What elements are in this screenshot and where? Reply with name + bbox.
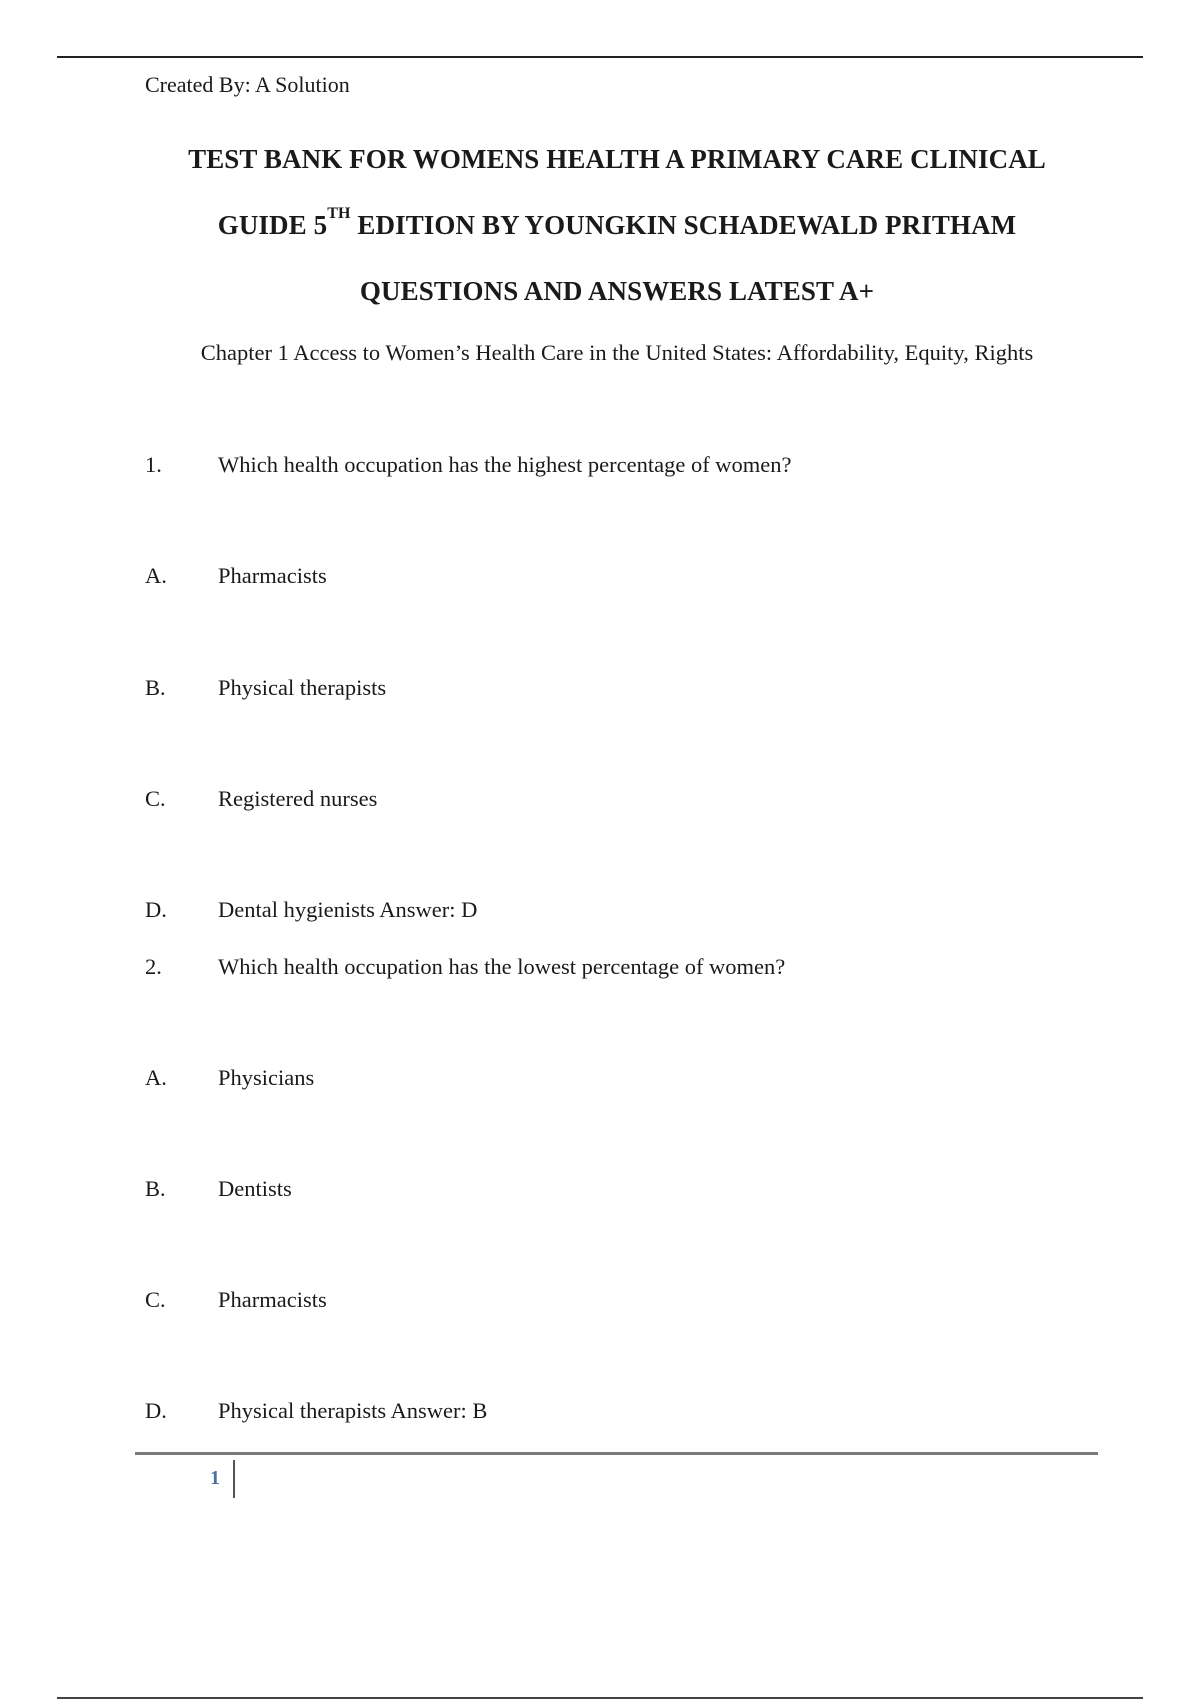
text-cursor bbox=[233, 1460, 235, 1498]
page-number: 1 bbox=[210, 1467, 220, 1489]
option-letter: B. bbox=[145, 1176, 166, 1201]
top-rule bbox=[57, 56, 1143, 58]
chapter-heading: Chapter 1 Access to Women’s Health Care in the United States: Affordability, Equity, Rights bbox=[200, 340, 1034, 365]
option-text: Dental hygienists Answer: D bbox=[218, 897, 478, 922]
option-letter: B. bbox=[145, 675, 166, 700]
title-line-2-suffix: EDITION BY YOUNGKIN SCHADEWALD PRITHAM bbox=[350, 210, 1017, 240]
question-text: Which health occupation has the highest percentage of women? bbox=[218, 452, 792, 477]
bottom-rule bbox=[57, 1697, 1143, 1699]
option-text: Physical therapists Answer: B bbox=[218, 1398, 488, 1423]
footer-rule bbox=[135, 1452, 1098, 1455]
option-text: Dentists bbox=[218, 1176, 292, 1201]
created-by: Created By: A Solution bbox=[145, 72, 350, 97]
option-letter: C. bbox=[145, 786, 166, 811]
title-line-2 bbox=[0, 205, 1200, 241]
option-text: Physicians bbox=[218, 1065, 315, 1090]
title-superscript: TH bbox=[327, 205, 351, 222]
question-text: Which health occupation has the lowest percentage of women? bbox=[218, 954, 786, 979]
option-letter: C. bbox=[145, 1287, 166, 1312]
title-line-1: TEST BANK FOR WOMENS HEALTH A PRIMARY CARE CLINICAL bbox=[188, 144, 1046, 174]
option-letter: A. bbox=[145, 563, 167, 588]
question-number: 1. bbox=[145, 452, 162, 477]
option-text: Physical therapists bbox=[218, 675, 387, 700]
option-letter: D. bbox=[145, 897, 167, 922]
option-text: Registered nurses bbox=[218, 786, 378, 811]
title-line-3: QUESTIONS AND ANSWERS LATEST A+ bbox=[359, 276, 875, 306]
option-letter: A. bbox=[145, 1065, 167, 1090]
option-text: Pharmacists bbox=[218, 1287, 327, 1312]
option-letter: D. bbox=[145, 1398, 167, 1423]
title-line-2-prefix: GUIDE 5 bbox=[217, 210, 328, 240]
option-text: Pharmacists bbox=[218, 563, 327, 588]
question-number: 2. bbox=[145, 954, 162, 979]
